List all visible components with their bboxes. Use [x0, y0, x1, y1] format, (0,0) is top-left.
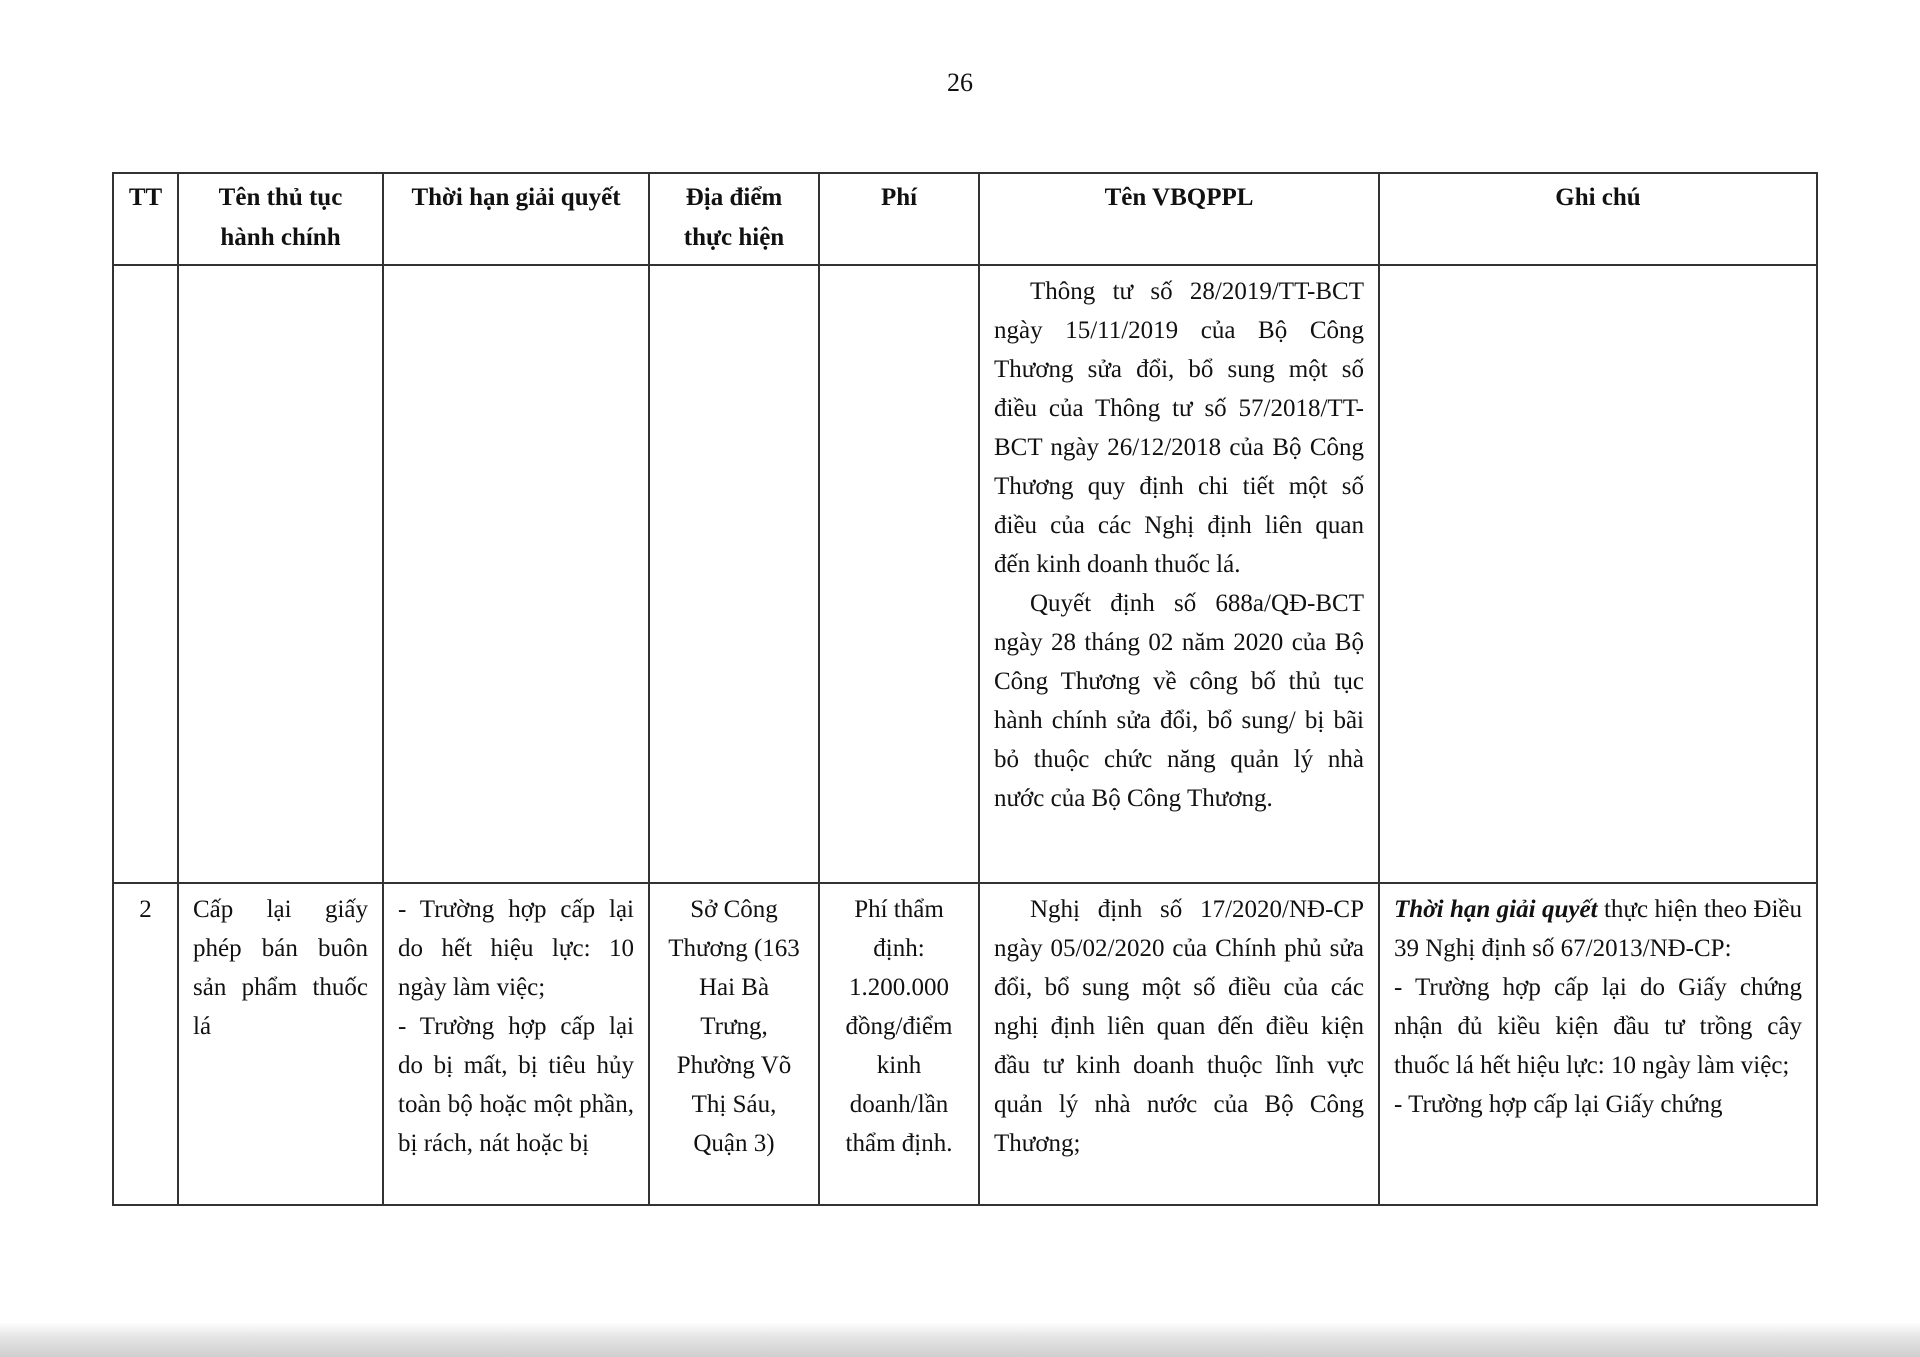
scan-edge-shadow	[0, 1322, 1920, 1357]
cell-location	[649, 265, 819, 883]
header-note: Ghi chú	[1379, 173, 1817, 265]
note-text: thực hiện theo Điều 39 Nghị định số 67/2013/NĐ-CP:	[1394, 896, 1802, 962]
table-row-continued	[113, 265, 1817, 883]
cell-tt: 2	[113, 883, 178, 1205]
cell-procedure-name: Cấp lại giấy phép bán buôn sản phẩm thuốc lá	[178, 883, 383, 1205]
header-procedure-name: Tên thủ tục hành chính	[178, 173, 383, 265]
cell-legal-documents	[979, 265, 1379, 883]
cell-tt	[113, 265, 178, 883]
cell-legal-documents	[979, 883, 1379, 1205]
procedure-table	[112, 172, 1818, 1206]
cell-deadline	[383, 265, 649, 883]
deadline-item: - Trường hợp cấp lại do hết hiệu lực: 10 ngày làm việc;	[398, 896, 634, 1001]
cell-fee	[819, 265, 979, 883]
note-paragraph	[1394, 890, 1802, 968]
cell-procedure-name	[178, 265, 383, 883]
cell-deadline	[383, 883, 649, 1205]
note-item: - Trường hợp cấp lại do Giấy chứng nhận đủ kiều kiện đầu tư trồng cây thuốc lá hết hiệu lực: 10 ngày làm việc;	[1394, 974, 1802, 1079]
page-number: 26	[947, 68, 973, 97]
header-fee: Phí	[819, 173, 979, 265]
cell-note	[1379, 265, 1817, 883]
header-deadline: Thời hạn giải quyết	[383, 173, 649, 265]
legal-paragraph: Nghị định số 17/2020/NĐ-CP ngày 05/02/2020 của Chính phủ sửa đổi, bổ sung một số điều của các nghị định liên quan đến điều kiện đầu tư kinh doanh thuộc lĩnh vực quản lý nhà nước của Bộ Công Thương;	[994, 896, 1364, 1157]
note-emphasis: Thời hạn giải quyết	[1394, 896, 1598, 923]
deadline-item: - Trường hợp cấp lại do bị mất, bị tiêu hủy toàn bộ hoặc một phần, bị rách, nát hoặc bị	[398, 1013, 634, 1157]
cell-fee: Phí thẩm định: 1.200.000 đồng/điểm kinh doanh/lần thẩm định.	[819, 883, 979, 1205]
legal-paragraph: Thông tư số 28/2019/TT-BCT ngày 15/11/2019 của Bộ Công Thương sửa đổi, bổ sung một số điều của Thông tư số 57/2018/TT-BCT ngày 26/12/2018 của Bộ Công Thương quy định chi tiết một số điều của các Nghị định liên quan đến kinh doanh thuốc lá.	[994, 278, 1364, 578]
legal-paragraph: Quyết định số 688a/QĐ-BCT ngày 28 tháng 02 năm 2020 của Bộ Công Thương về công bố thủ tục hành chính sửa đổi, bổ sung/ bị bãi bỏ thuộc chức năng quản lý nhà nước của Bộ Công Thương.	[994, 590, 1364, 812]
header-location: Địa điểm thực hiện	[649, 173, 819, 265]
table-row-2	[113, 883, 1817, 1205]
header-legal-documents: Tên VBQPPL	[979, 173, 1379, 265]
header-tt: TT	[113, 173, 178, 265]
cell-location: Sở Công Thương (163 Hai Bà Trưng, Phường Võ Thị Sáu, Quận 3)	[649, 883, 819, 1205]
note-item: - Trường hợp cấp lại Giấy chứng	[1394, 1091, 1723, 1118]
cell-note	[1379, 883, 1817, 1205]
table-header-row	[113, 173, 1817, 265]
